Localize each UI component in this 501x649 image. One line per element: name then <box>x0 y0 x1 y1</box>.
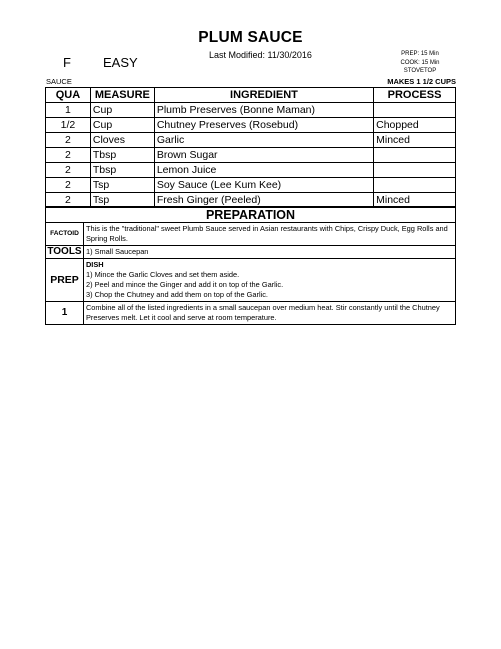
prep-row <box>46 259 456 302</box>
ingredient-cell: Chutney Preserves (Rosebud) <box>154 118 373 133</box>
rating: F <box>63 55 71 70</box>
factoid-label: FACTOID <box>46 223 84 246</box>
cook-time: COOK: 15 Min <box>400 59 440 66</box>
time-info <box>385 50 455 76</box>
measure-cell: Tbsp <box>90 148 154 163</box>
quantity-cell: 2 <box>46 133 91 148</box>
process-cell <box>374 103 456 118</box>
quantity-cell: 2 <box>46 148 91 163</box>
table-row <box>46 148 456 163</box>
prep-label: PREP <box>46 259 84 302</box>
process-cell: Chopped <box>374 118 456 133</box>
quantity-cell: 2 <box>46 163 91 178</box>
preparation-header-row <box>46 207 456 223</box>
prep-time: PREP: 15 Min <box>401 51 439 57</box>
prep-step: 2) Peel and mince the Ginger and add it on top of the Garlic. <box>85 280 284 289</box>
ingredient-cell: Lemon Juice <box>154 163 373 178</box>
measure-cell: Cloves <box>90 133 154 148</box>
cook-method: STOVETOP <box>403 68 437 75</box>
header-process: PROCESS <box>374 88 456 103</box>
ingredient-cell: Fresh Ginger (Peeled) <box>154 193 373 208</box>
ingredient-cell: Soy Sauce (Lee Kum Kee) <box>154 178 373 193</box>
recipe-title: PLUM SAUCE <box>198 29 303 46</box>
table-row <box>46 133 456 148</box>
prep-step: 1) Mince the Garlic Cloves and set them aside. <box>85 270 240 279</box>
prep-content <box>83 259 455 302</box>
header-quantity: QUA <box>46 88 91 103</box>
header-measure: MEASURE <box>90 88 154 103</box>
tools-row <box>46 246 456 259</box>
quantity-cell: 1/2 <box>46 118 91 133</box>
ingredient-cell: Plumb Preserves (Bonne Maman) <box>154 103 373 118</box>
table-row <box>46 163 456 178</box>
process-cell: Minced <box>374 193 456 208</box>
tools-label: TOOLS <box>47 246 82 257</box>
measure-cell: Tsp <box>90 193 154 208</box>
process-cell: Minced <box>374 133 456 148</box>
process-cell <box>374 163 456 178</box>
yield: MAKES 1 1/2 CUPS <box>387 77 456 86</box>
header-ingredient: INGREDIENT <box>154 88 373 103</box>
measure-cell: Tsp <box>90 178 154 193</box>
measure-cell: Tbsp <box>90 163 154 178</box>
step-text: Combine all of the listed ingredients in a small saucepan over medium heat. Stir constantly until the Chutney Preserves melt. Let it cool and serve at room temperature. <box>83 302 455 325</box>
table-row <box>46 178 456 193</box>
ingredient-cell: Garlic <box>154 133 373 148</box>
prep-heading: DISH <box>85 260 104 269</box>
step-number: 1 <box>46 302 84 325</box>
factoid-text: This is the "traditional" sweet Plumb Sauce served in Asian restaurants with Chips, Crispy Duck, Egg Rolls and Spring Rolls. <box>83 223 455 246</box>
measure-cell: Cup <box>90 103 154 118</box>
step-row <box>46 302 456 325</box>
measure-cell: Cup <box>90 118 154 133</box>
prep-step: 3) Chop the Chutney and add them on top of the Garlic. <box>85 290 268 299</box>
tools-text: 1) Small Saucepan <box>83 246 455 259</box>
table-row <box>46 103 456 118</box>
factoid-row <box>46 223 456 246</box>
preparation-heading: PREPARATION <box>46 207 456 223</box>
ingredients-table <box>45 87 456 208</box>
table-row <box>46 118 456 133</box>
difficulty: EASY <box>103 55 138 70</box>
quantity-cell: 1 <box>46 103 91 118</box>
quantity-cell: 2 <box>46 193 91 208</box>
process-cell <box>374 148 456 163</box>
category: SAUCE <box>46 77 72 86</box>
last-modified: Last Modified: 11/30/2016 <box>209 50 312 60</box>
quantity-cell: 2 <box>46 178 91 193</box>
process-cell <box>374 178 456 193</box>
preparation-table <box>45 206 456 325</box>
ingredients-header-row <box>46 88 456 103</box>
ingredient-cell: Brown Sugar <box>154 148 373 163</box>
